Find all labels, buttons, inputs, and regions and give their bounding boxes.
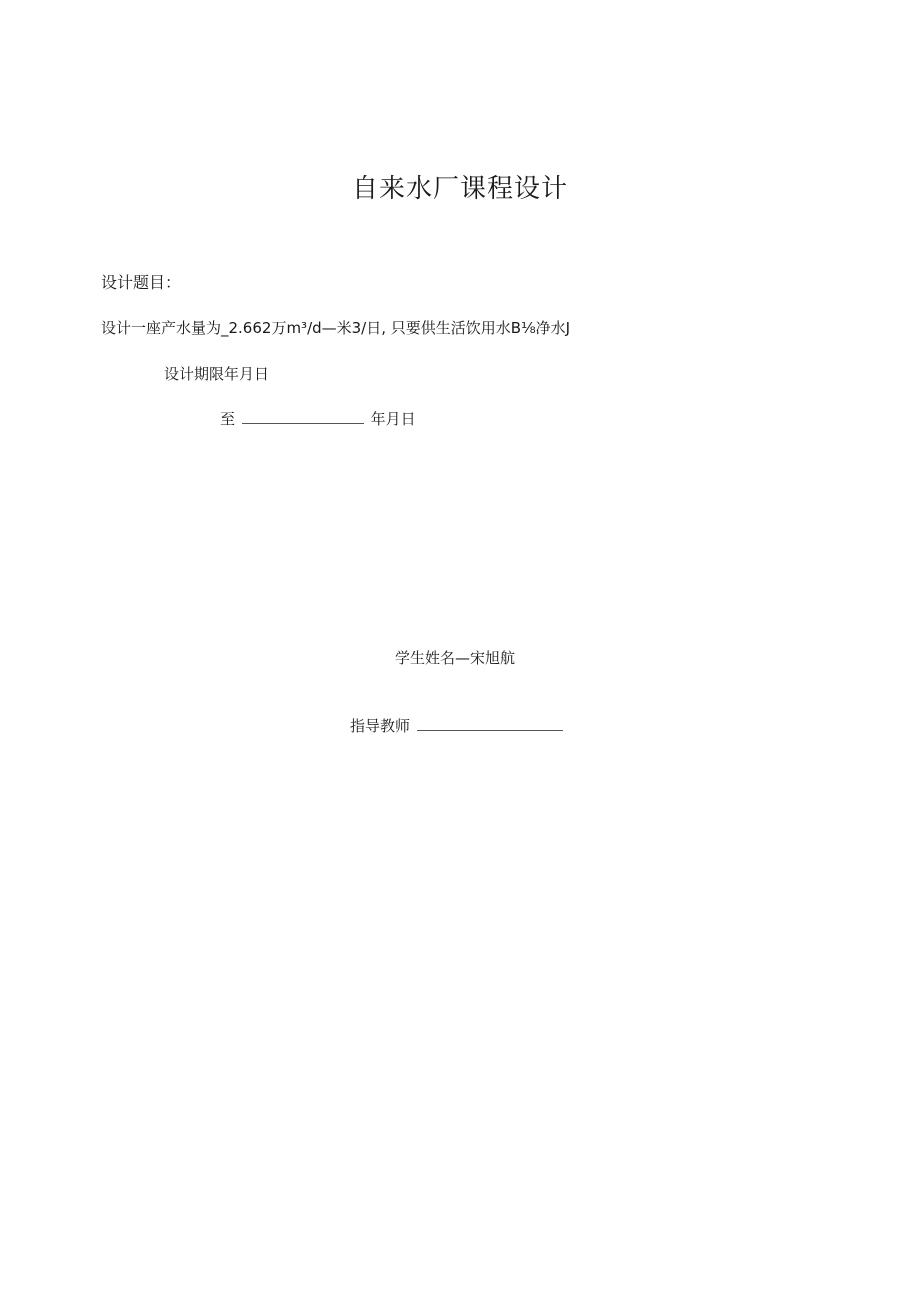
teacher-label: 指导教师 [350,717,411,735]
to-date-blank [242,409,364,424]
topic-text: 设计一座产水量为_2.662万m³/d—米3/日, 只要供生活饮用水B⅛净水J [101,319,571,337]
document-title: 自来水厂课程设计 [351,174,568,204]
teacher-line [350,715,565,736]
design-period-label: 设计期限年月日 [164,365,270,383]
teacher-blank [417,716,563,731]
period-to-line [220,408,416,429]
topic-heading: 设计题目： [101,273,182,292]
to-label: 至 [220,410,236,428]
to-date-suffix: 年月日 [370,410,416,428]
student-name: 学生姓名—宋旭航 [395,649,516,667]
